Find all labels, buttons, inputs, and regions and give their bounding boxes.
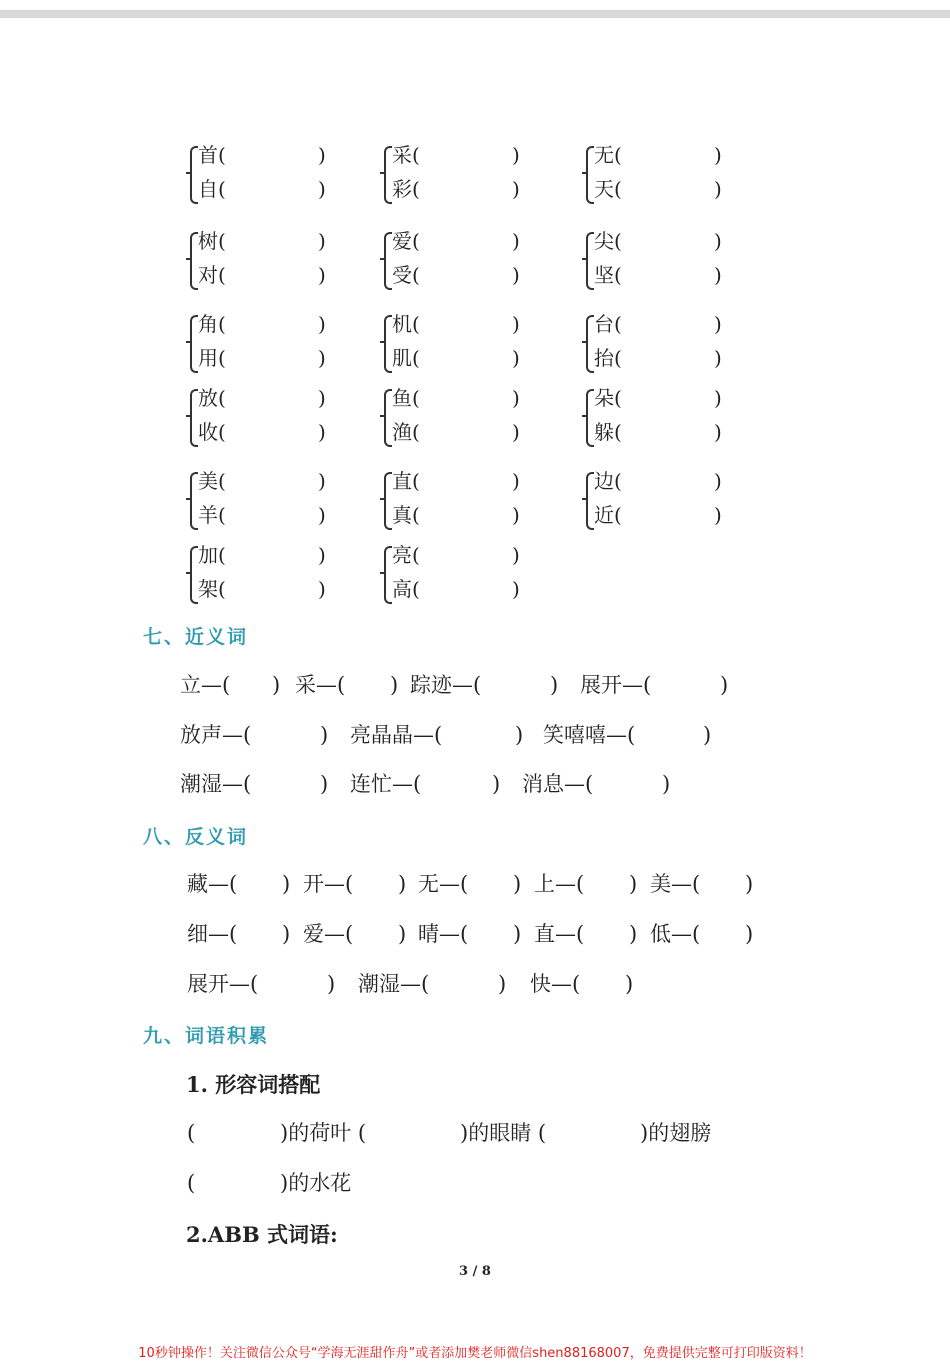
exercise-row: [0, 969, 950, 999]
blank-item: 低—( ): [650, 919, 700, 949]
close-paren: ): [318, 420, 326, 444]
bracket-pair: [586, 311, 736, 371]
brace-icon: [190, 389, 198, 447]
top-divider: [0, 10, 950, 18]
adjective-matching-heading: 1. 形容词搭配: [186, 1072, 321, 1097]
close-paren: ): [513, 922, 522, 946]
bracket-pair: [586, 468, 736, 528]
pair-line-2: 天( ): [594, 177, 722, 201]
exercise-row: [0, 769, 950, 799]
close-paren: ): [625, 972, 634, 996]
pair-line-2: 肌( ): [392, 346, 520, 370]
bracket-pair: [384, 385, 534, 445]
pair-line-2: 架( ): [198, 577, 326, 601]
close-paren: ): [282, 872, 291, 896]
pair-line-1: 树( ): [198, 229, 326, 253]
close-paren: ): [714, 143, 722, 167]
close-paren: ): [515, 723, 524, 747]
adjective-segment: )的眼睛 (: [460, 1121, 547, 1145]
close-paren: ): [512, 263, 520, 287]
close-paren: ): [512, 229, 520, 253]
blank-item: 细—( ): [187, 919, 237, 949]
close-paren: ): [714, 346, 722, 370]
brace-icon: [586, 389, 594, 447]
blank-item: 上—( ): [534, 869, 584, 899]
brace-icon: [384, 546, 392, 604]
close-paren: ): [512, 577, 520, 601]
bracket-pair: [384, 228, 534, 288]
bracket-pair: [384, 542, 534, 602]
pair-line-1: 机( ): [392, 312, 520, 336]
close-paren: ): [318, 177, 326, 201]
close-paren: ): [629, 872, 638, 896]
close-paren: ): [513, 872, 522, 896]
pair-line-2: 自( ): [198, 177, 326, 201]
pair-line-1: 爱( ): [392, 229, 520, 253]
blank-item: 快—( ): [530, 969, 580, 999]
brace-icon: [384, 315, 392, 373]
close-paren: ): [498, 972, 507, 996]
blank-item: 潮湿—( ): [358, 969, 429, 999]
brace-icon: [384, 232, 392, 290]
blank-item: 潮湿—( ): [180, 769, 251, 799]
pair-line-2: 坚( ): [594, 263, 722, 287]
close-paren: ): [512, 469, 520, 493]
pair-line-1: 尖( ): [594, 229, 722, 253]
close-paren: ): [320, 772, 329, 796]
close-paren: ): [327, 972, 336, 996]
pair-line-2: 对( ): [198, 263, 326, 287]
pair-line-1: 角( ): [198, 312, 326, 336]
pair-line-2: 羊( ): [198, 503, 326, 527]
brace-icon: [586, 472, 594, 530]
close-paren: ): [272, 673, 281, 697]
blank-item: 踪迹—( ): [410, 670, 481, 700]
blank-item: 无—( ): [418, 869, 468, 899]
close-paren: ): [714, 386, 722, 410]
pair-line-2: 受( ): [392, 263, 520, 287]
close-paren: ): [714, 503, 722, 527]
section-7-title: 七、近义词: [143, 626, 249, 648]
close-paren: ): [318, 312, 326, 336]
pair-line-2: 高( ): [392, 577, 520, 601]
close-paren: ): [714, 420, 722, 444]
close-paren: ): [703, 723, 712, 747]
bracket-pair: [586, 228, 736, 288]
pair-line-1: 台( ): [594, 312, 722, 336]
close-paren: ): [320, 723, 329, 747]
close-paren: ): [512, 143, 520, 167]
close-paren: ): [714, 312, 722, 336]
close-paren: ): [512, 420, 520, 444]
adjective-segment: (: [187, 1171, 196, 1195]
blank-item: 展开—( ): [580, 670, 651, 700]
brace-icon: [190, 232, 198, 290]
close-paren: ): [398, 872, 407, 896]
blank-item: 立—( ): [180, 670, 230, 700]
blank-item: 笑嘻嘻—( ): [543, 720, 635, 750]
brace-icon: [190, 472, 198, 530]
brace-icon: [190, 146, 198, 204]
pair-line-1: 无( ): [594, 143, 722, 167]
pair-line-1: 采( ): [392, 143, 520, 167]
section-9-title: 九、词语积累: [143, 1025, 270, 1047]
pair-line-1: 首( ): [198, 143, 326, 167]
close-paren: ): [720, 673, 729, 697]
close-paren: ): [512, 346, 520, 370]
pair-line-1: 亮( ): [392, 543, 520, 567]
bracket-pair: [586, 142, 736, 202]
bracket-pair: [384, 142, 534, 202]
bracket-pair: [384, 468, 534, 528]
bracket-pair: [190, 311, 340, 371]
blank-item: 展开—( ): [187, 969, 258, 999]
pair-line-1: 朵( ): [594, 386, 722, 410]
pair-line-2: 躲( ): [594, 420, 722, 444]
pair-line-2: 近( ): [594, 503, 722, 527]
pair-line-2: 渔( ): [392, 420, 520, 444]
pair-line-2: 用( ): [198, 346, 326, 370]
blank-item: 采—( ): [295, 670, 345, 700]
brace-icon: [586, 232, 594, 290]
close-paren: ): [714, 469, 722, 493]
brace-icon: [384, 472, 392, 530]
adjective-segment: (: [187, 1121, 196, 1145]
close-paren: ): [318, 469, 326, 493]
close-paren: ): [714, 263, 722, 287]
close-paren: ): [745, 872, 754, 896]
close-paren: ): [318, 346, 326, 370]
adjective-row: [0, 1118, 950, 1148]
pair-line-1: 美( ): [198, 469, 326, 493]
blank-item: 消息—( ): [522, 769, 593, 799]
blank-item: 开—( ): [303, 869, 353, 899]
pair-line-2: 抬( ): [594, 346, 722, 370]
blank-item: 直—( ): [534, 919, 584, 949]
close-paren: ): [390, 673, 399, 697]
abb-words-heading: 2.ABB 式词语:: [186, 1222, 338, 1247]
brace-icon: [190, 546, 198, 604]
exercise-row: [0, 919, 950, 949]
close-paren: ): [492, 772, 501, 796]
pair-line-1: 边( ): [594, 469, 722, 493]
close-paren: ): [318, 503, 326, 527]
pair-line-1: 直( ): [392, 469, 520, 493]
close-paren: ): [745, 922, 754, 946]
pair-line-1: 加( ): [198, 543, 326, 567]
close-paren: ): [629, 922, 638, 946]
close-paren: ): [714, 177, 722, 201]
close-paren: ): [318, 263, 326, 287]
blank-item: 藏—( ): [187, 869, 237, 899]
bracket-pair: [190, 542, 340, 602]
brace-icon: [384, 146, 392, 204]
brace-icon: [190, 315, 198, 373]
close-paren: ): [318, 386, 326, 410]
pair-line-2: 收( ): [198, 420, 326, 444]
pair-line-1: 鱼( ): [392, 386, 520, 410]
close-paren: ): [550, 673, 559, 697]
close-paren: ): [512, 312, 520, 336]
bracket-pair: [586, 385, 736, 445]
blank-item: 连忙—( ): [350, 769, 421, 799]
exercise-row: [0, 720, 950, 750]
exercise-row: [0, 670, 950, 700]
blank-item: 美—( ): [650, 869, 700, 899]
blank-item: 爱—( ): [303, 919, 353, 949]
close-paren: ): [512, 543, 520, 567]
close-paren: ): [662, 772, 671, 796]
close-paren: ): [512, 177, 520, 201]
close-paren: ): [282, 922, 291, 946]
exercise-row: [0, 869, 950, 899]
bracket-pair: [190, 468, 340, 528]
close-paren: ): [398, 922, 407, 946]
brace-icon: [586, 315, 594, 373]
pair-line-1: 放( ): [198, 386, 326, 410]
pair-line-2: 真( ): [392, 503, 520, 527]
close-paren: ): [318, 543, 326, 567]
close-paren: ): [512, 386, 520, 410]
section-8-title: 八、反义词: [143, 826, 249, 848]
bracket-pair: [190, 228, 340, 288]
close-paren: ): [512, 503, 520, 527]
brace-icon: [384, 389, 392, 447]
blank-item: 亮晶晶—( ): [350, 720, 442, 750]
adjective-row: [0, 1168, 950, 1198]
close-paren: ): [318, 143, 326, 167]
blank-item: 放声—( ): [180, 720, 251, 750]
brace-icon: [586, 146, 594, 204]
page-number: 3 / 8: [459, 1264, 491, 1279]
adjective-segment: )的荷叶 (: [280, 1121, 367, 1145]
close-paren: ): [318, 577, 326, 601]
bracket-pair: [384, 311, 534, 371]
adjective-segment: )的翅膀: [640, 1121, 712, 1145]
close-paren: ): [318, 229, 326, 253]
bracket-pair: [190, 385, 340, 445]
pair-line-2: 彩( ): [392, 177, 520, 201]
footer-promo-note: 10秒钟操作！关注微信公众号“学海无涯甜作舟”或者添加樊老师微信shen88168007，免费提供完整可打印版资料！: [138, 1346, 812, 1361]
blank-item: 晴—( ): [418, 919, 468, 949]
bracket-pair: [190, 142, 340, 202]
adjective-segment: )的水花: [280, 1171, 352, 1195]
close-paren: ): [714, 229, 722, 253]
